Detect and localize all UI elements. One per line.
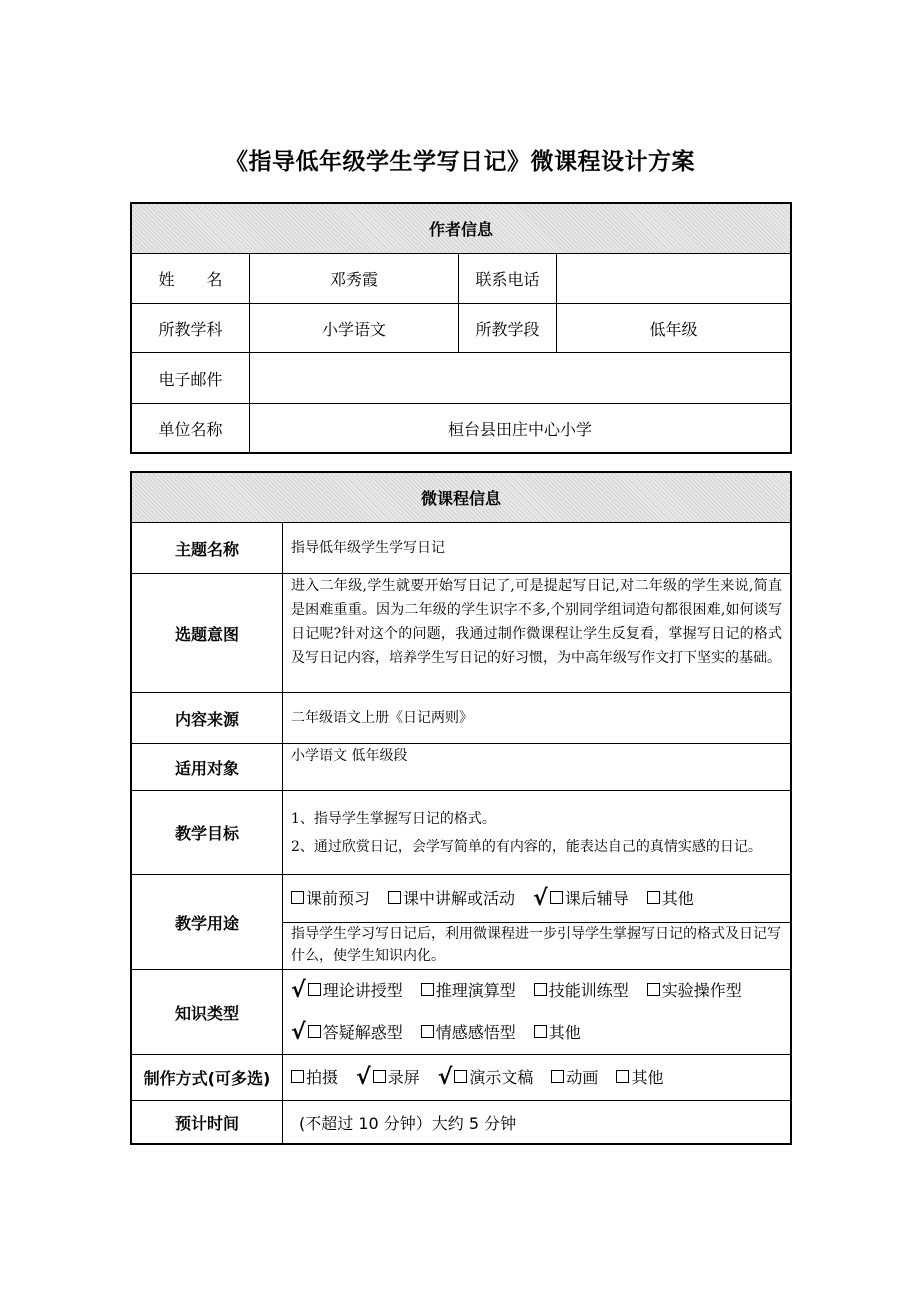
stage-value: 低年级 [557, 304, 791, 353]
option-label: 课中讲解或活动 [403, 888, 516, 908]
source-label: 内容来源 [132, 693, 283, 744]
option-2[interactable] [388, 879, 515, 919]
option-label: 推理演算型 [435, 981, 516, 1000]
checkbox-icon[interactable] [291, 1070, 304, 1083]
subject-value: 小学语文 [250, 304, 459, 353]
audience-value: 小学语文 低年级段 [283, 744, 791, 791]
option-label: 其他 [661, 888, 694, 908]
option-5[interactable] [616, 1058, 663, 1098]
option-label: 实验操作型 [661, 981, 742, 1000]
unit-label: 单位名称 [132, 404, 250, 453]
checkmark-icon: √ [291, 1020, 306, 1045]
stage-label: 所教学段 [459, 304, 557, 353]
checkbox-icon[interactable] [647, 891, 660, 904]
checkmark-icon: √ [291, 978, 306, 1003]
option-label: 演示文稿 [469, 1067, 534, 1087]
option-label: 拍摄 [306, 1067, 339, 1087]
checkmark-icon: √ [533, 885, 548, 911]
checkbox-icon[interactable] [551, 1070, 564, 1083]
checkbox-icon[interactable] [308, 983, 321, 996]
use-options [283, 875, 791, 923]
checkbox-icon[interactable] [647, 983, 660, 996]
time-label: 预计时间 [132, 1101, 283, 1144]
option-2[interactable] [421, 970, 516, 1012]
option-4[interactable] [551, 1058, 598, 1098]
subject-label: 所教学科 [132, 304, 250, 353]
goal-item-1: 1、指导学生掌握写日记的格式。 [291, 810, 496, 827]
author-info-header: 作者信息 [132, 204, 791, 254]
option-1[interactable] [291, 970, 403, 1012]
email-value [250, 353, 791, 404]
name-label: 姓 名 [132, 254, 250, 304]
type-label: 知识类型 [132, 970, 283, 1055]
option-1[interactable] [291, 1012, 403, 1054]
checkbox-icon[interactable] [454, 1070, 467, 1083]
method-label: 制作方式(可多选) [132, 1055, 283, 1101]
goal-label: 教学目标 [132, 791, 283, 875]
checkbox-icon[interactable] [308, 1025, 321, 1038]
option-label: 其他 [548, 1023, 581, 1042]
checkbox-icon[interactable] [373, 1070, 386, 1083]
goal-cell [283, 791, 791, 875]
option-3[interactable] [534, 970, 629, 1012]
email-label: 电子邮件 [132, 353, 250, 404]
phone-label: 联系电话 [459, 254, 557, 304]
intent-label: 选题意图 [132, 574, 283, 693]
type-options-row-1 [283, 970, 790, 1012]
option-2[interactable] [421, 1012, 516, 1054]
option-label: 课后辅导 [564, 888, 629, 908]
topic-label: 主题名称 [132, 523, 283, 574]
phone-value [557, 254, 791, 304]
type-options-row-2 [283, 1012, 790, 1054]
option-label: 技能训练型 [548, 981, 629, 1000]
course-info-table [131, 472, 791, 1144]
option-label: 录屏 [387, 1067, 420, 1087]
checkbox-icon[interactable] [421, 983, 434, 996]
source-value: 二年级语文上册《日记两则》 [283, 693, 791, 744]
option-2[interactable] [356, 1058, 420, 1098]
checkmark-icon: √ [437, 1064, 453, 1090]
option-label: 课前预习 [306, 888, 371, 908]
checkmark-icon: √ [356, 1064, 371, 1090]
option-label: 情感感悟型 [435, 1023, 516, 1042]
unit-value: 桓台县田庄中心小学 [250, 404, 791, 453]
checkbox-icon[interactable] [616, 1070, 629, 1083]
option-3[interactable] [534, 1012, 581, 1054]
option-4[interactable] [647, 879, 694, 919]
intent-value: 进入二年级,学生就要开始写日记了,可是提起写日记,对二年级的学生来说,简直是困难重重。因为二年级的学生识字不多,个别同学组词造句都很困难,如何谈写日记呢?针对这个的问题，我通过制作微课程让学生反复看，掌握写日记的格式及写日记内容，培养学生写日记的好习惯，为中高年级写作文打下坚实的基础。 [283, 574, 791, 693]
option-3[interactable] [533, 879, 629, 919]
option-label: 理论讲授型 [322, 981, 403, 1000]
method-options [283, 1055, 791, 1101]
use-note: 指导学生学习写日记后，利用微课程进一步引导学生掌握写日记的格式及日记写什么，使学生知识内化。 [283, 923, 791, 970]
checkbox-icon[interactable] [534, 983, 547, 996]
option-label: 动画 [566, 1067, 599, 1087]
type-options [283, 970, 791, 1055]
option-1[interactable] [291, 1058, 338, 1098]
checkbox-icon[interactable] [388, 891, 401, 904]
use-label: 教学用途 [132, 875, 283, 970]
checkbox-icon[interactable] [421, 1025, 434, 1038]
topic-value: 指导低年级学生学写日记 [283, 523, 791, 574]
course-info-header: 微课程信息 [132, 473, 791, 523]
goal-item-2: 2、通过欣赏日记，会学写简单的有内容的，能表达自己的真情实感的日记。 [291, 838, 762, 855]
option-4[interactable] [647, 970, 742, 1012]
document-title: 《指导低年级学生学写日记》微课程设计方案 [225, 149, 695, 175]
time-value: (不超过 10 分钟）大约 5 分钟 [283, 1101, 791, 1144]
checkbox-icon[interactable] [550, 891, 563, 904]
checkbox-icon[interactable] [291, 891, 304, 904]
author-info-table [131, 203, 791, 453]
name-value: 邓秀霞 [250, 254, 459, 304]
option-1[interactable] [291, 879, 370, 919]
option-label: 答疑解惑型 [322, 1023, 403, 1042]
audience-label: 适用对象 [132, 744, 283, 791]
option-label: 其他 [631, 1067, 664, 1087]
checkbox-icon[interactable] [534, 1025, 547, 1038]
option-3[interactable] [438, 1058, 534, 1098]
